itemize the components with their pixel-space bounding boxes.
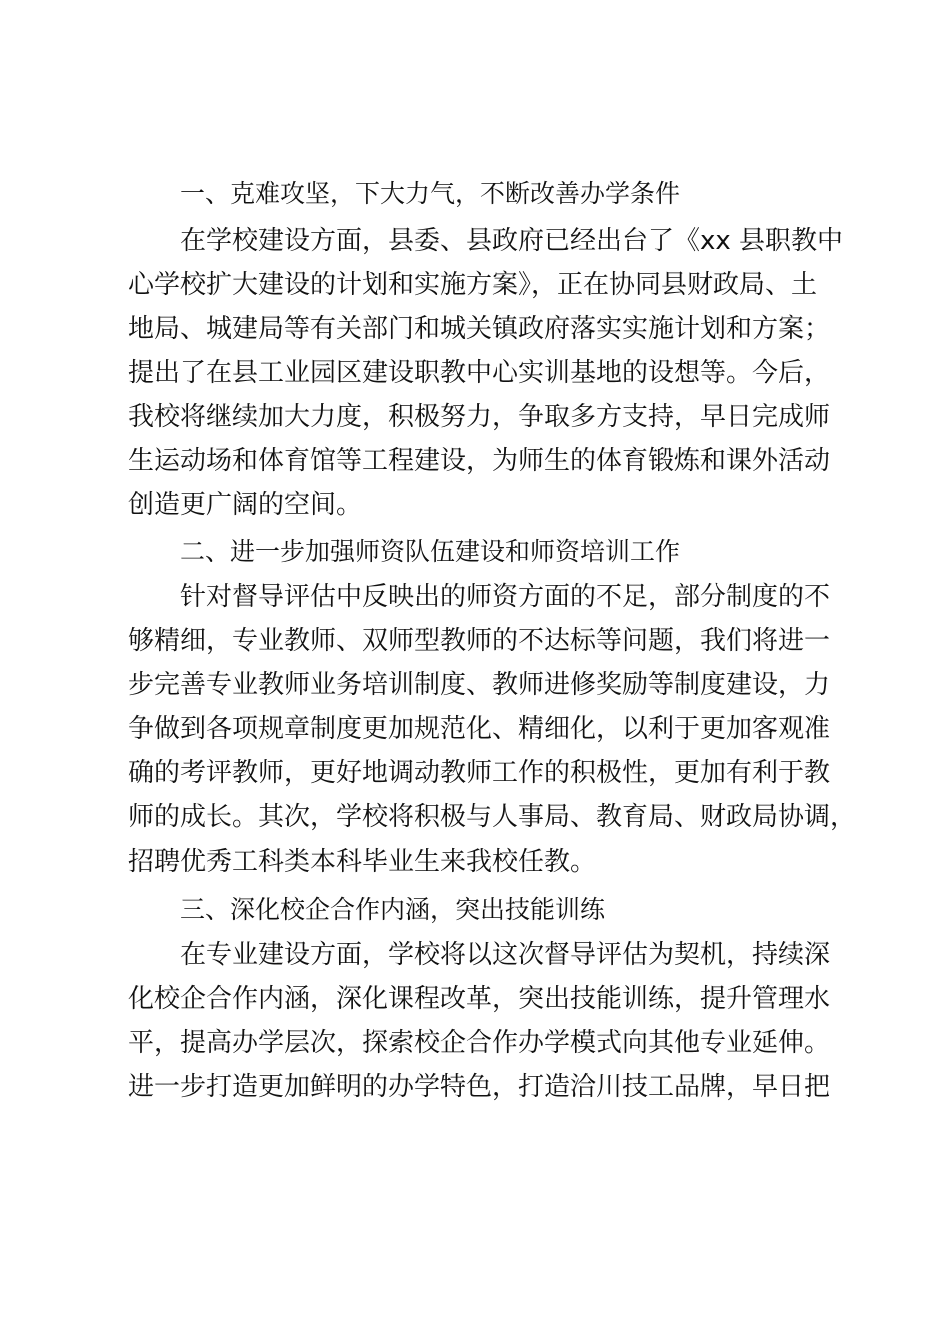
- paragraph-line: 心学校扩大建设的计划和实施方案》，正在协同县财政局、土: [128, 270, 818, 300]
- paragraph-line: 化校企合作内涵，深化课程改革，突出技能训练，提升管理水: [128, 984, 831, 1014]
- paragraph-line: 进一步打造更加鲜明的办学特色，打造洽川技工品牌，早日把: [128, 1072, 831, 1102]
- paragraph-line: 够精细，专业教师、双师型教师的不达标等问题，我们将进一: [128, 626, 831, 656]
- section-heading-1: 一、克难攻坚，下大力气，不断改善办学条件: [180, 179, 681, 208]
- paragraph-line: 创造更广阔的空间。: [128, 490, 363, 520]
- paragraph-line: 针对督导评估中反映出的师资方面的不足，部分制度的不: [180, 582, 831, 612]
- paragraph-line: 在学校建设方面，县委、县政府已经出台了《xx 县职教中: [180, 226, 844, 256]
- paragraph-line: 我校将继续加大力度，积极努力，争取多方支持，早日完成师: [128, 402, 831, 432]
- paragraph-line: 师的成长。其次，学校将积极与人事局、教育局、财政局协调，: [128, 802, 857, 832]
- paragraph-line: 平，提高办学层次，探索校企合作办学模式向其他专业延伸。: [128, 1028, 831, 1058]
- paragraph-line: 在专业建设方面，学校将以这次督导评估为契机，持续深: [180, 940, 831, 970]
- section-heading-3: 三、深化校企合作内涵，突出技能训练: [180, 895, 606, 924]
- paragraph-line: 步完善专业教师业务培训制度、教师进修奖励等制度建设，力: [128, 670, 831, 700]
- section-heading-2: 二、进一步加强师资队伍建设和师资培训工作: [180, 537, 681, 566]
- paragraph-line: 争做到各项规章制度更加规范化、精细化，以利于更加客观准: [128, 714, 831, 744]
- paragraph-line: 招聘优秀工科类本科毕业生来我校任教。: [128, 847, 597, 877]
- paragraph-line: 确的考评教师，更好地调动教师工作的积极性，更加有利于教: [128, 758, 831, 788]
- paragraph-line: 提出了在县工业园区建设职教中心实训基地的设想等。今后，: [128, 358, 831, 388]
- paragraph-line: 地局、城建局等有关部门和城关镇政府落实实施计划和方案；: [128, 314, 831, 344]
- paragraph-line: 生运动场和体育馆等工程建设，为师生的体育锻炼和课外活动: [128, 446, 831, 476]
